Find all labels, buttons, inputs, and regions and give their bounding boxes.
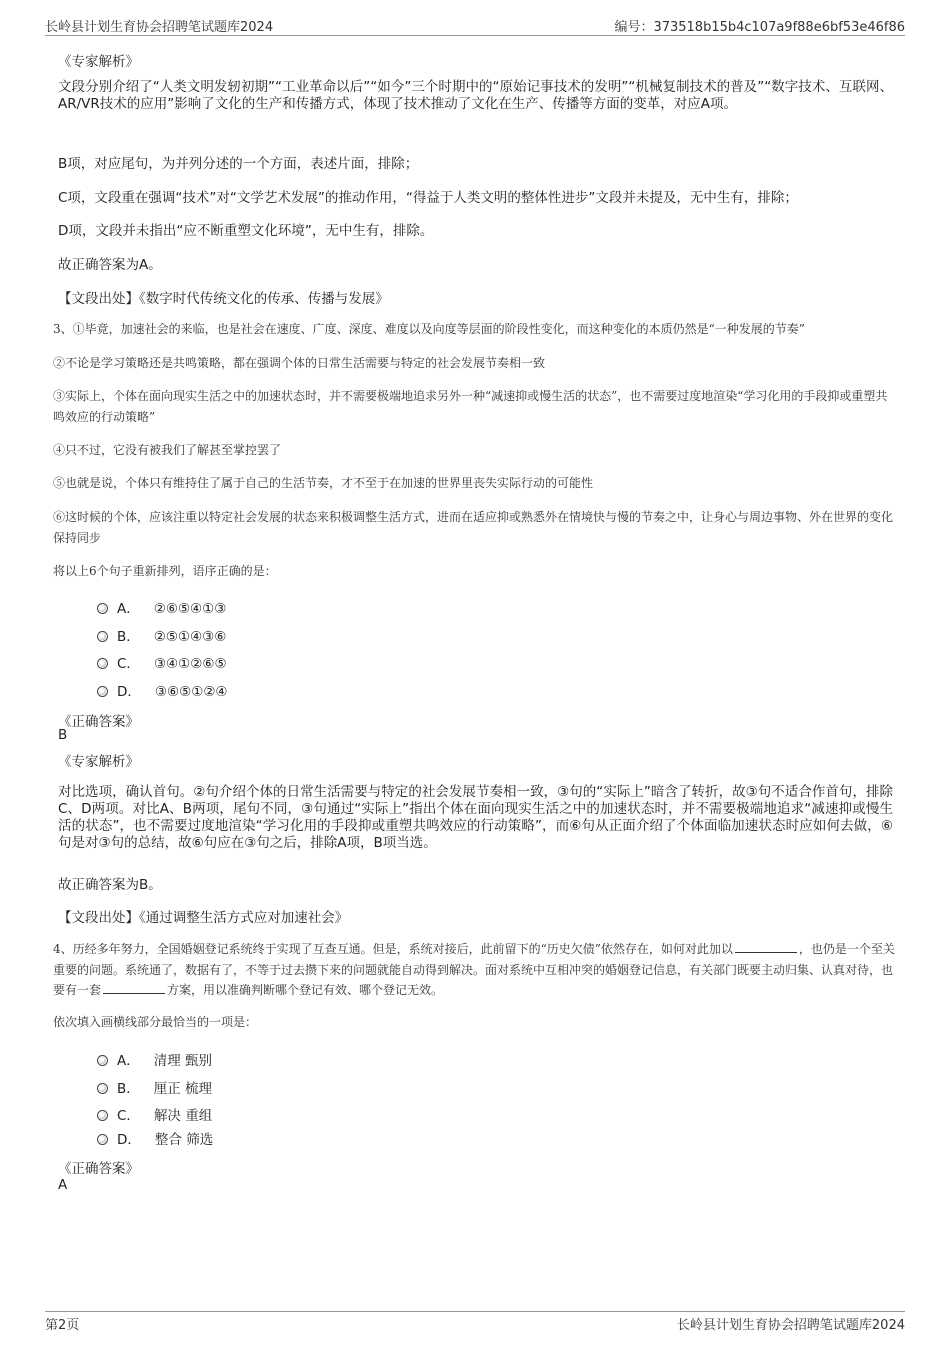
q3-option-c[interactable]: C． ③④①②⑥⑤	[117, 656, 227, 672]
q2-analysis-option-c: C项，文段重在强调“技术”对“文学艺术发展”的推动作用，“得益于人类文明的整体性进步”文段并未提及，无中生有，排除；	[58, 190, 798, 206]
q3-sentence-5: ⑤也就是说，个体只有维持住了属于自己的生活节奏，才不至于在加速的世界里丧失实际行动的可能性	[53, 476, 594, 490]
header-title: 长岭县计划生育协会招聘笔试题库2024	[45, 20, 274, 35]
q4-option-c-radio[interactable]	[97, 1110, 108, 1121]
q2-conclusion: 故正确答案为A。	[58, 257, 162, 273]
q2-analysis-option-d: D项，文段并未指出“应不断重塑文化环境”，无中生有，排除。	[58, 223, 434, 239]
q3-option-c-radio[interactable]	[97, 658, 108, 669]
q4-option-d[interactable]: D． 整合 筛选	[117, 1132, 214, 1148]
q4-option-a-radio[interactable]	[97, 1055, 108, 1066]
footer-title: 长岭县计划生育协会招聘笔试题库2024	[676, 1318, 905, 1333]
q4-answer-title: 《正确答案》	[58, 1161, 139, 1177]
q3-option-a-radio[interactable]	[97, 603, 108, 614]
header-divider	[45, 35, 905, 36]
page-number: 第2页	[45, 1318, 80, 1333]
q4-option-c[interactable]: C． 解决 重组	[117, 1108, 213, 1124]
q4-answer: A	[58, 1177, 68, 1193]
q4-option-a[interactable]: A． 清理 甄别	[117, 1053, 213, 1069]
q3-conclusion: 故正确答案为B。	[58, 877, 162, 893]
q3-source: 【文段出处】《通过调整生活方式应对加速社会》	[58, 910, 349, 926]
q3-sentence-1: 3、①毕竟，加速社会的来临，也是社会在速度、广度、深度、难度以及向度等层面的阶段性变化，而这种变化的本质仍然是“一种发展的节奏”	[53, 322, 805, 336]
blank-2	[103, 981, 165, 994]
q3-option-d[interactable]: D． ③⑥⑤①②④	[117, 684, 228, 700]
q4-prompt: 依次填入画横线部分最恰当的一项是：	[53, 1015, 258, 1029]
document-id: 编号：373518b15b4c107a9f88e6bf53e46f86	[614, 20, 905, 35]
q3-answer: B	[58, 727, 68, 743]
q2-analysis-title: 《专家解析》	[58, 54, 139, 70]
q3-option-d-radio[interactable]	[97, 686, 108, 697]
q3-sentence-2: ②不论是学习策略还是共鸣策略，都在强调个体的日常生活需要与特定的社会发展节奏相一致	[53, 356, 546, 370]
q3-sentence-6: ⑥这时候的个体，应该注重以特定社会发展的状态来积极调整生活方式，进而在适应抑或熟悉外在情境快与慢的节奏之中，让身心与周边事物、外在世界的变化保持同步	[53, 510, 894, 545]
q3-prompt: 将以上6个句子重新排列，语序正确的是：	[53, 564, 277, 578]
q4-option-d-radio[interactable]	[97, 1134, 108, 1145]
q2-analysis-option-b: B项，对应尾句，为并列分述的一个方面，表述片面，排除；	[58, 156, 419, 172]
q3-answer-title: 《正确答案》	[58, 714, 139, 730]
blank-1	[735, 940, 797, 953]
q3-option-b[interactable]: B． ②⑤①④③⑥	[117, 629, 227, 645]
q4-option-b[interactable]: B． 厘正 梳理	[117, 1081, 213, 1097]
q3-option-a[interactable]: A． ②⑥⑤④①③	[117, 601, 227, 617]
q2-analysis-paragraph: 文段分别介绍了“人类文明发轫初期”“工业革命以后”“如今”三个时期中的“原始记事技术的发明”“机械复制技术的普及”“数字技术、互联网、AR/VR技术的应用”影响了文化的生产和传播方式，体现了技术推动了文化在生产、传播等方面的变革，对应A项。	[58, 79, 893, 112]
q3-option-b-radio[interactable]	[97, 631, 108, 642]
q3-analysis-title: 《专家解析》	[58, 754, 139, 770]
q2-source: 【文段出处】《数字时代传统文化的传承、传播与发展》	[58, 291, 389, 307]
q3-analysis: 对比选项，确认首句。②句介绍个体的日常生活需要与特定的社会发展节奏相一致，③句的“实际上”暗含了转折，故③句不适合作首句，排除C、D两项。对比A、B两项，尾句不同，③句通过“实际上”指出个体在面向现实生活之中的加速状态时，并不需要极端地追求“减速抑或慢生活的状态”，也不需要过度地渲染“学习化用的手段抑或重塑共鸣效应的行动策略”，而⑥句从正面介绍了个体面临加速状态时应如何去做，⑥句是对③句的总结，故⑥句应在③句之后，排除A项，B项当选。	[58, 784, 893, 851]
q4-option-b-radio[interactable]	[97, 1083, 108, 1094]
q3-sentence-4: ④只不过，它没有被我们了解甚至掌控罢了	[53, 443, 282, 457]
footer-divider	[45, 1311, 905, 1312]
q3-sentence-3: ③实际上，个体在面向现实生活之中的加速状态时，并不需要极端地追求另外一种“减速抑或慢生活的状态”，也不需要过度地渲染“学习化用的手段抑或重塑共鸣效应的行动策略”	[53, 389, 888, 424]
q4-stem: 4、历经多年努力，全国婚姻登记系统终于实现了互查互通。但是，系统对接后，此前留下的“历史欠债”依然存在，如何对此加以 ，也仍是一个至关重要的问题。系统通了，数据有了，不等于过去攒下来的问题就能自动得到解决。面对系统中互相冲突的婚姻登记信息，有关部门既要主动归集、认真对待，也要有一套 方案，用以准确判断哪个登记有效、哪个登记无效。	[53, 942, 895, 997]
